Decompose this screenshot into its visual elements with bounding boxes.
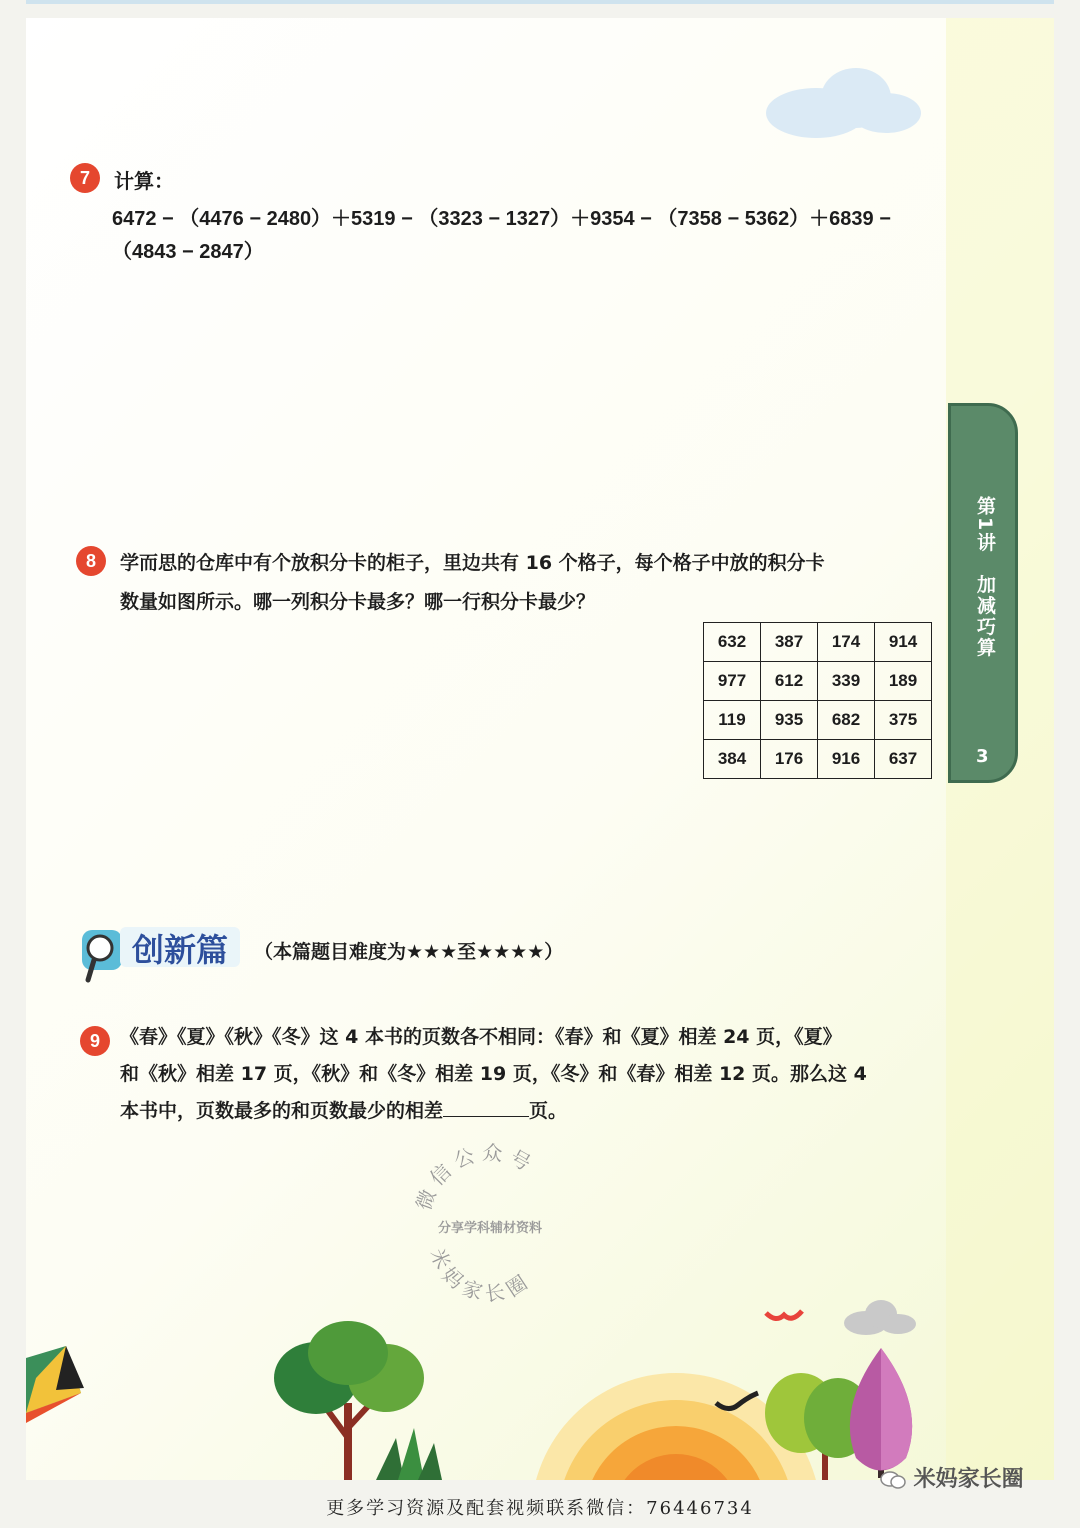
question-9-badge: 9: [80, 1026, 110, 1056]
table-cell: 174: [818, 623, 875, 662]
svg-text:米妈家长圈: [425, 1245, 536, 1306]
table-row: [704, 701, 932, 740]
answer-blank[interactable]: [443, 1096, 529, 1117]
question-9-line3-after: 页。: [529, 1100, 568, 1122]
score-card-table: [703, 622, 932, 779]
cloud-small-icon: [844, 1300, 916, 1335]
table-cell: 176: [761, 740, 818, 779]
table-cell: 384: [704, 740, 761, 779]
chapter-tab-label: 第1讲 加减巧算: [974, 496, 996, 659]
magnifier-icon: [80, 928, 124, 984]
question-7-badge: 7: [70, 163, 100, 193]
table-cell: 612: [761, 662, 818, 701]
stamp-middle: 分享学科辅材资料: [437, 1221, 543, 1236]
question-8-text-line2: 数量如图所示。哪一列积分卡最多？哪一行积分卡最少？: [120, 591, 596, 613]
table-cell: 119: [704, 701, 761, 740]
table-cell: 375: [875, 701, 932, 740]
section-title: 创新篇: [132, 931, 229, 969]
stamp-arc-top: 微信公众号: [411, 1140, 541, 1214]
watermark-text: 米妈家长圈: [913, 1467, 1024, 1492]
bird-red-icon: [766, 1311, 802, 1319]
table-row: [704, 662, 932, 701]
watermark-logo: [880, 1462, 1024, 1493]
cloud-top-icon: [766, 68, 921, 138]
question-9-text-line2: 和《秋》相差 17 页，《秋》和《冬》相差 19 页，《冬》和《春》相差 12 页。那么这 4: [120, 1063, 867, 1085]
table-cell: 977: [704, 662, 761, 701]
table-row: [704, 623, 932, 662]
question-9-text-line3: [120, 1093, 567, 1130]
watermark-stamp: [400, 1140, 580, 1310]
table-cell: 682: [818, 701, 875, 740]
question-8-badge: 8: [76, 546, 106, 576]
tree-left-icon: [274, 1321, 424, 1480]
question-7-title: 计算：: [114, 169, 174, 193]
section-difficulty-note: （本篇题目难度为★★★至★★★★）: [254, 941, 564, 963]
chat-bubble-icon: [880, 1470, 906, 1490]
table-cell: 387: [761, 623, 818, 662]
table-cell: 935: [761, 701, 818, 740]
page-number: 3: [976, 746, 989, 767]
table-cell: 637: [875, 740, 932, 779]
table-row: [704, 740, 932, 779]
question-7-expression-line1: 6472 − （4476 − 2480）＋5319 − （3323 − 1327）＋9354 − （7358 − 5362）＋6839 −: [112, 208, 891, 230]
question-9-line3-before: 本书中，页数最多的和页数最少的相差: [120, 1100, 444, 1122]
table-cell: 189: [875, 662, 932, 701]
kite-icon: [26, 1346, 84, 1423]
svg-text:微信公众号: [411, 1140, 540, 1213]
question-7-expression-line2: （4843 − 2847）: [112, 241, 264, 263]
table-cell: 339: [818, 662, 875, 701]
question-9-text-line1: 《春》《夏》《秋》《冬》这 4 本书的页数各不相同：《春》和《夏》相差 24 页，《夏》: [120, 1026, 842, 1048]
question-8-text-line1: 学而思的仓库中有个放积分卡的柜子，里边共有 16 个格子，每个格子中放的积分卡: [120, 552, 825, 574]
stamp-arc-bottom: 米妈家长圈: [425, 1244, 537, 1307]
chapter-side-tab: [948, 403, 1018, 783]
table-cell: 916: [818, 740, 875, 779]
table-cell: 632: [704, 623, 761, 662]
table-cell: 914: [875, 623, 932, 662]
workbook-page: [26, 18, 1054, 1480]
top-edge: [26, 0, 1054, 4]
footer-text: 更多学习资源及配套视频联系微信：76446734: [326, 1498, 754, 1519]
